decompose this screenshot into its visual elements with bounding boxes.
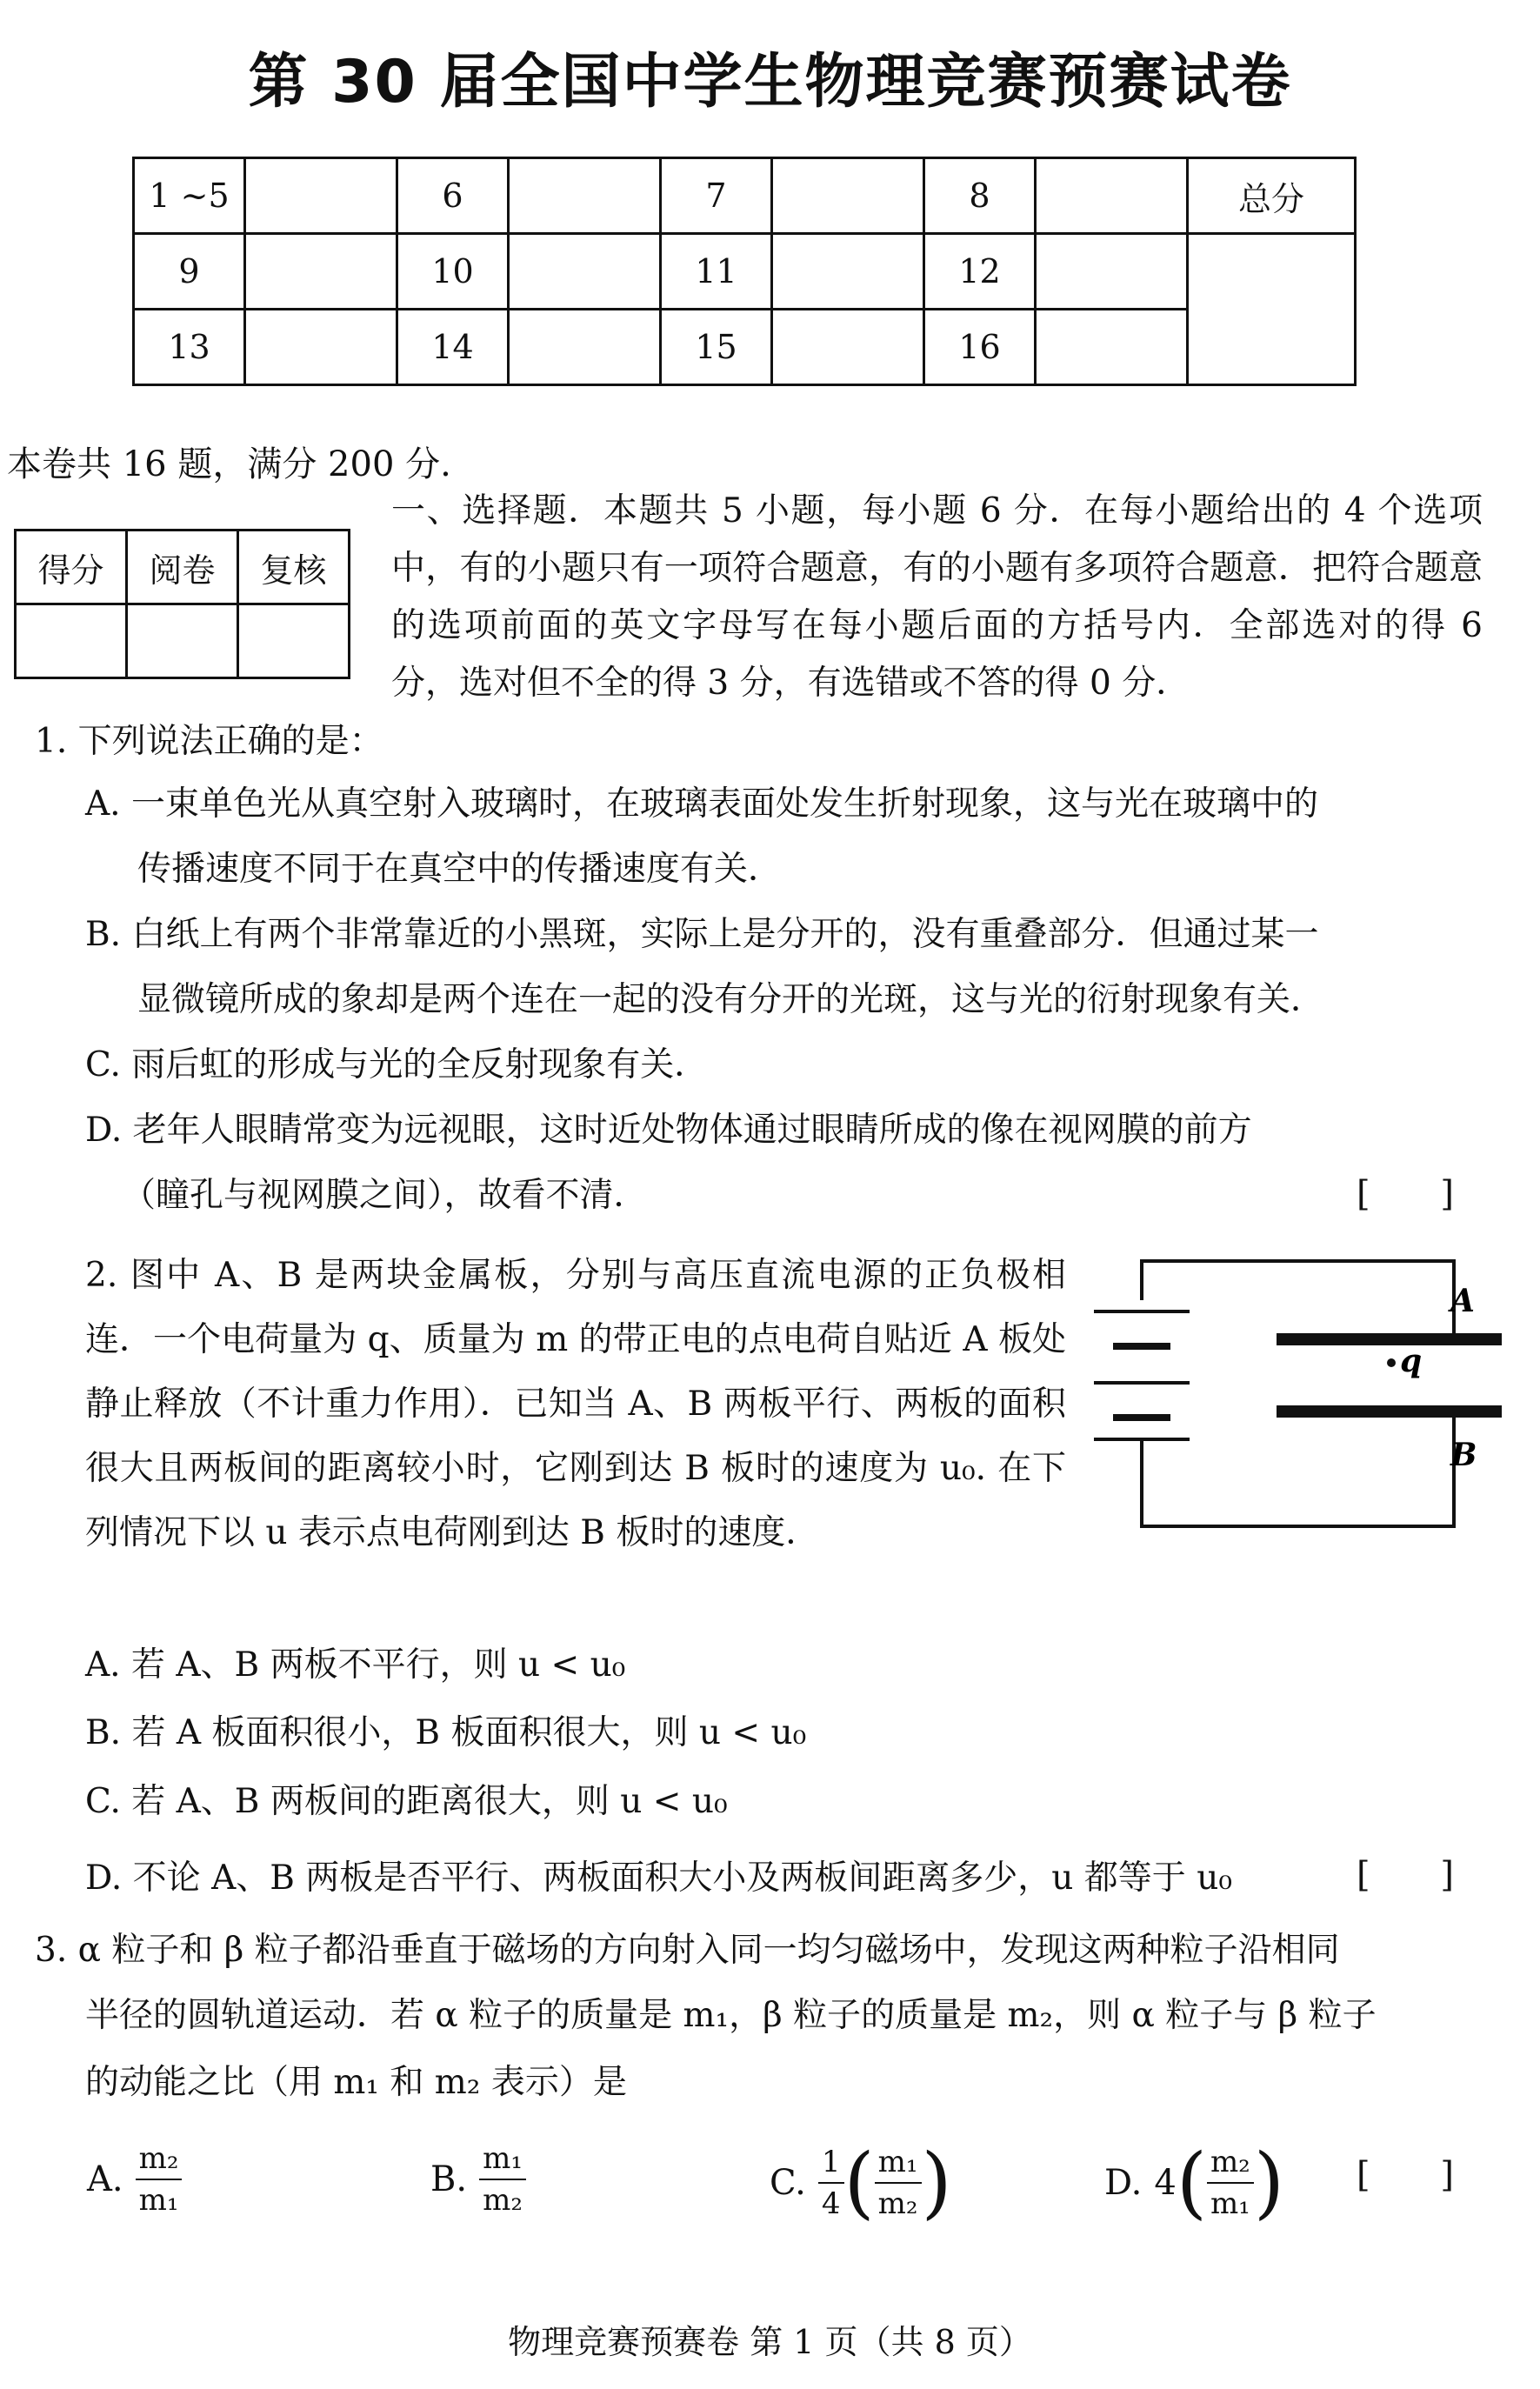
q3-option-d-coef: 4 xyxy=(1154,2163,1177,2203)
q3-option-d xyxy=(1104,2137,1284,2228)
score-label: 13 xyxy=(134,310,245,385)
score-label: 6 xyxy=(397,158,509,234)
q1-option-a-cont: 传播速度不同于在真空中的传播速度有关． xyxy=(137,850,783,889)
score-label: 11 xyxy=(661,234,772,310)
q1-option-d: D. 老年人眼睛常变为远视眼，这时近处物体通过眼睛所成的像在视网膜的前方 xyxy=(85,1111,1252,1150)
score-cell[interactable] xyxy=(1036,310,1188,385)
grade-box xyxy=(14,529,350,679)
score-cell[interactable] xyxy=(245,234,397,310)
q2-option-b: B. 若 A 板面积很小，B 板面积很大，则 u < u₀ xyxy=(85,1713,807,1752)
open-paren: ( xyxy=(843,2137,875,2228)
score-label: 15 xyxy=(661,310,772,385)
score-label: 1 ~5 xyxy=(134,158,245,234)
exam-intro: 本卷共 16 题，满分 200 分. xyxy=(7,444,451,484)
score-cell[interactable] xyxy=(509,234,661,310)
point-charge xyxy=(1387,1358,1396,1367)
circuit-wire xyxy=(1142,1413,1454,1526)
q1-option-b: B. 白纸上有两个非常靠近的小黑斑，实际上是分开的，没有重叠部分．但通过某一 xyxy=(85,915,1319,954)
circuit-wire xyxy=(1142,1261,1454,1339)
q3-option-b xyxy=(430,2141,526,2218)
grade-cell[interactable] xyxy=(127,604,238,678)
section-instructions: 一、选择题．本题共 5 小题，每小题 6 分．在每小题给出的 4 个选项中，有的小题只有一项符合题意，有的小题有多项符合题意．把符合题意的选项前面的英文字母写在每小题后面的方括号内．全部选对的得 6 分，选对但不全的得 3 分，有选错或不答的得 0 分． xyxy=(391,491,1483,703)
fraction: $\frac{\text{m₁}}{\text{m₂}}$ xyxy=(479,2144,526,2215)
q1-option-b-cont: 显微镜所成的象却是两个连在一起的没有分开的光斑，这与光的衍射现象有关． xyxy=(137,980,1325,1019)
q3-option-a-label: A. xyxy=(87,2159,123,2199)
q1-answer-bracket[interactable]: [ ] xyxy=(1357,1174,1483,1214)
total-label: 总分 xyxy=(1188,158,1356,234)
q3-option-c xyxy=(770,2137,952,2228)
q2-stem: 2. 图中 A、B 是两块金属板，分别与高压直流电源的正负极相连．一个电荷量为 q、质量为 m 的带正电的点电荷自贴近 A 板处静止释放（不计重力作用）．已知当 A、B 两板平行、两板的面积很大且两板间的距离较小时，它刚到达 B 板时的速度为 u₀. 在下列情况下以 u 表示点电荷刚到达 B 板时的速度． xyxy=(85,1256,1066,1552)
close-paren: ) xyxy=(1253,2137,1284,2228)
score-cell[interactable] xyxy=(772,234,924,310)
q3-option-c-label: C. xyxy=(770,2163,806,2203)
capacitor-circuit-diagram xyxy=(1087,1252,1504,1539)
q2-option-d: D. 不论 A、B 两板是否平行、两板面积大小及两板间距离多少，u 都等于 u₀ xyxy=(85,1858,1232,1898)
q3-stem-line3: 的动能之比（用 m₁ 和 m₂ 表示）是 xyxy=(85,2063,627,2102)
score-cell[interactable] xyxy=(772,310,924,385)
grade-header: 阅卷 xyxy=(127,531,238,604)
score-cell[interactable] xyxy=(1036,158,1188,234)
score-label: 10 xyxy=(397,234,509,310)
q2-answer-bracket[interactable]: [ ] xyxy=(1357,1855,1483,1895)
score-cell[interactable] xyxy=(509,310,661,385)
plate-b-label: B xyxy=(1450,1437,1477,1473)
score-label: 7 xyxy=(661,158,772,234)
page-footer: 物理竞赛预赛卷 第 1 页（共 8 页） xyxy=(508,2323,1032,2361)
close-paren: ) xyxy=(921,2137,952,2228)
score-table xyxy=(132,157,1357,386)
fraction: $\frac{\text{m₂}}{\text{m₁}}$ xyxy=(1207,2147,1254,2219)
q2-option-a: A. 若 A、B 两板不平行，则 u < u₀ xyxy=(85,1645,626,1685)
plate-a-label: A xyxy=(1450,1283,1475,1319)
q3-stem-line1: 3. α 粒子和 β 粒子都沿垂直于磁场的方向射入同一均匀磁场中，发现这两种粒子沿相同 xyxy=(35,1931,1340,1970)
score-label: 9 xyxy=(134,234,245,310)
open-paren: ( xyxy=(1176,2137,1207,2228)
grade-header: 得分 xyxy=(16,531,127,604)
score-label: 12 xyxy=(924,234,1036,310)
score-cell[interactable] xyxy=(509,158,661,234)
charge-label: q xyxy=(1400,1343,1423,1379)
q1-option-a: A. 一束单色光从真空射入玻璃时，在玻璃表面处发生折射现象，这与光在玻璃中的 xyxy=(85,784,1318,824)
q1-stem: 1. 下列说法正确的是： xyxy=(35,722,383,761)
score-cell[interactable] xyxy=(772,158,924,234)
exam-title: 第 30 届全国中学生物理竞赛预赛试卷 xyxy=(248,48,1292,117)
score-cell[interactable] xyxy=(245,310,397,385)
score-cell[interactable] xyxy=(245,158,397,234)
grade-cell[interactable] xyxy=(16,604,127,678)
grade-cell[interactable] xyxy=(238,604,350,678)
q3-option-d-label: D. xyxy=(1104,2163,1143,2203)
q3-option-a xyxy=(87,2141,182,2218)
grade-header: 复核 xyxy=(238,531,350,604)
q1-option-c: C. 雨后虹的形成与光的全反射现象有关． xyxy=(85,1045,709,1084)
q3-option-b-label: B. xyxy=(430,2159,468,2199)
score-cell[interactable] xyxy=(1036,234,1188,310)
q3-answer-bracket[interactable]: [ ] xyxy=(1357,2155,1483,2195)
fraction: $\frac{\text{m₁}}{\text{m₂}}$ xyxy=(875,2147,922,2219)
q2-option-c: C. 若 A、B 两板间的距离很大，则 u < u₀ xyxy=(85,1782,728,1821)
q3-stem-line2: 半径的圆轨道运动．若 α 粒子的质量是 m₁，β 粒子的质量是 m₂，则 α 粒子与 β 粒子 xyxy=(85,1996,1377,2035)
fraction: $\frac{\text{m₂}}{\text{m₁}}$ xyxy=(136,2144,183,2215)
score-label: 16 xyxy=(924,310,1036,385)
score-label: 8 xyxy=(924,158,1036,234)
total-score-cell[interactable] xyxy=(1188,234,1356,385)
fraction: $\frac{1}{4}$ xyxy=(818,2147,844,2219)
score-label: 14 xyxy=(397,310,509,385)
q1-option-d-cont: （瞳孔与视网膜之间），故看不清． xyxy=(122,1176,648,1215)
